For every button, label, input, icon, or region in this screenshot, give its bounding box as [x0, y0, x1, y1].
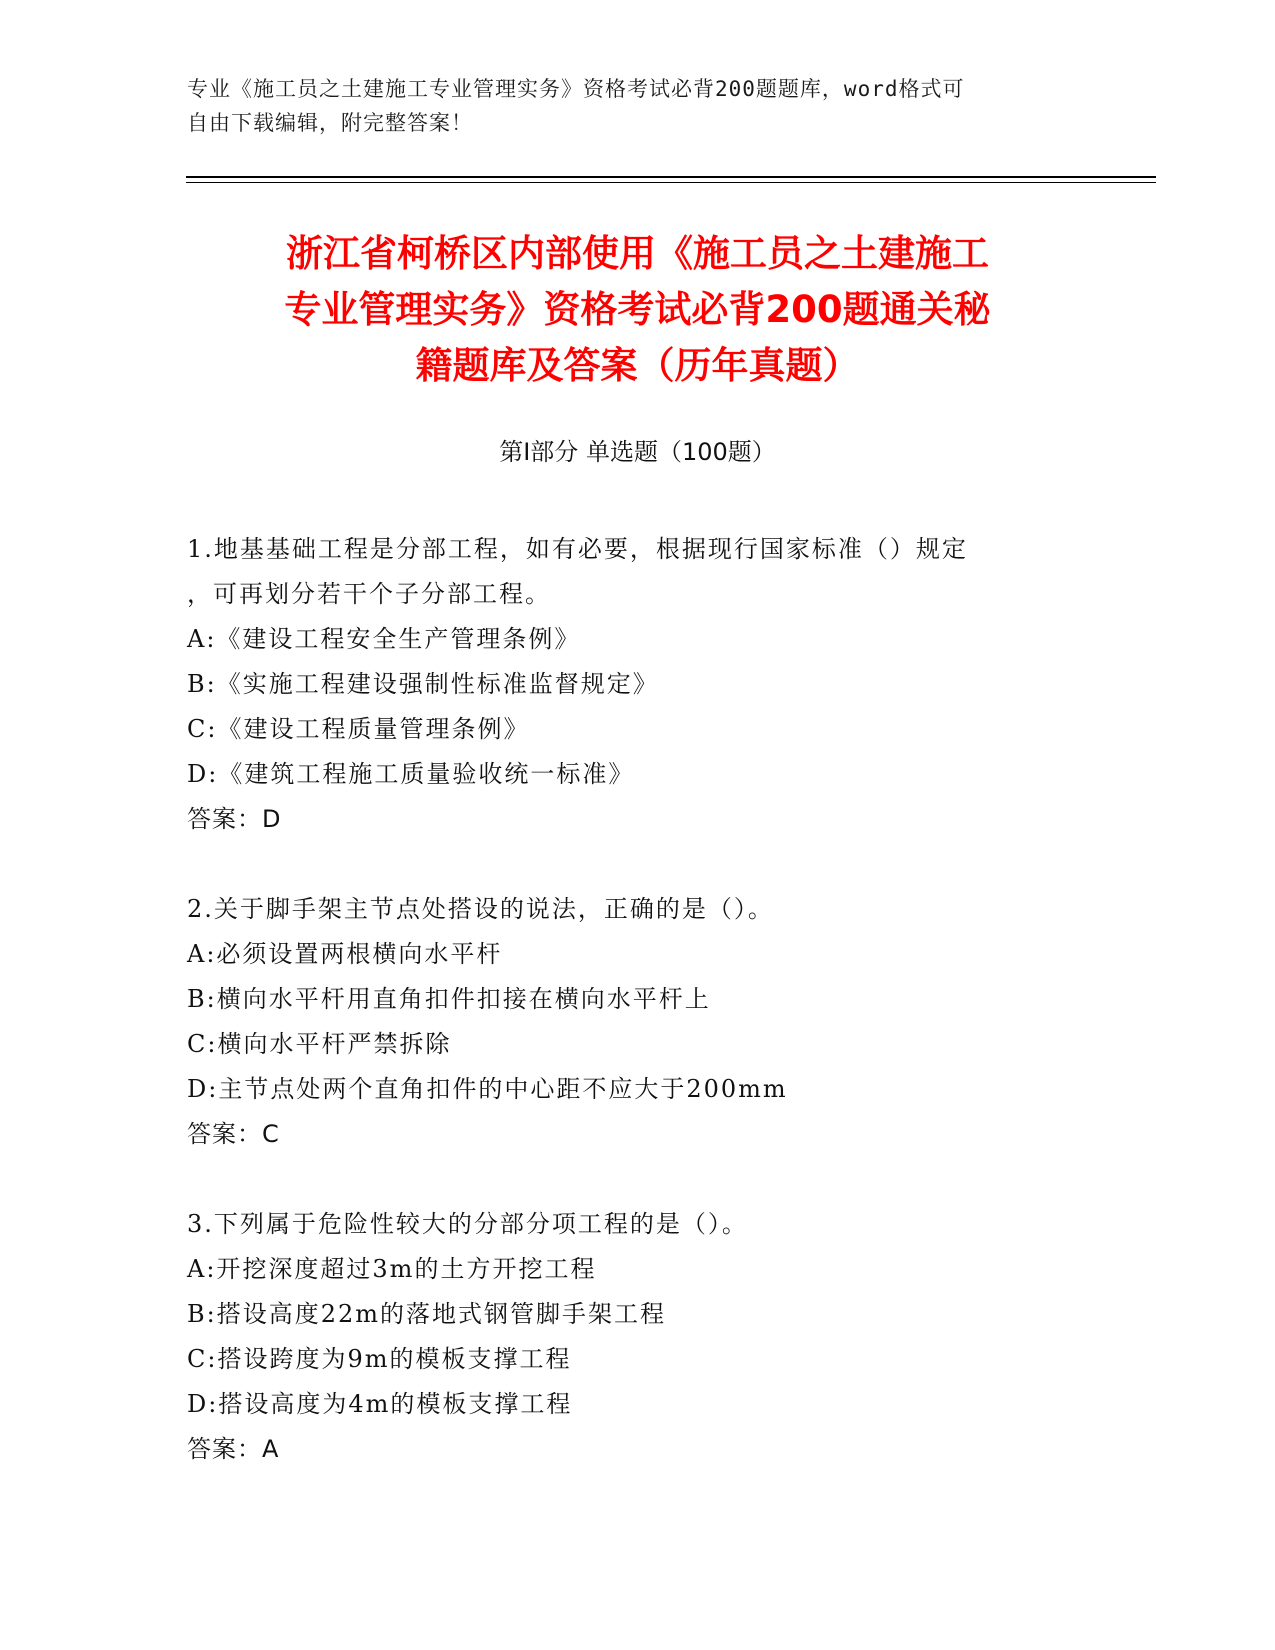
option-b: B:《实施工程建设强制性标准监督规定》 — [187, 670, 659, 698]
option-d: D:搭设高度为4m的模板支撑工程 — [187, 1390, 573, 1418]
header-note-line: 自由下载编辑，附完整答案！ — [187, 111, 473, 135]
option-d: D:《建筑工程施工质量验收统一标准》 — [187, 760, 635, 788]
question-stem: 2.关于脚手架主节点处搭设的说法，正确的是（）。 — [187, 895, 774, 923]
title-line: 浙江省柯桥区内部使用《施工员之土建施工 — [286, 232, 989, 275]
option-c: C:横向水平杆严禁拆除 — [187, 1030, 452, 1058]
question-stem: 3.下列属于危险性较大的分部分项工程的是（）。 — [187, 1210, 748, 1238]
header-note-line: 专业《施工员之土建施工专业管理实务》资格考试必背200题题库，word格式可 — [187, 77, 965, 101]
option-c: C:《建设工程质量管理条例》 — [187, 715, 530, 743]
section-heading: 第Ⅰ部分 单选题（100题） — [499, 438, 776, 466]
option-c: C:搭设跨度为9m的模板支撑工程 — [187, 1345, 572, 1373]
answer-label: 答案：D — [187, 805, 282, 833]
option-b: B:横向水平杆用直角扣件扣接在横向水平杆上 — [187, 985, 711, 1013]
option-a: A:《建设工程安全生产管理条例》 — [187, 625, 581, 653]
answer-label: 答案：C — [187, 1120, 280, 1148]
title-line: 专业管理实务》资格考试必背200题通关秘 — [284, 288, 991, 331]
question-list — [187, 527, 1117, 1517]
question-stem: ，可再划分若干个子分部工程。 — [187, 580, 551, 608]
option-a: A:必须设置两根横向水平杆 — [187, 940, 503, 968]
document-title — [150, 226, 1125, 394]
option-b: B:搭设高度22m的落地式钢管脚手架工程 — [187, 1300, 667, 1328]
answer-label: 答案：A — [187, 1435, 280, 1463]
question-stem: 1.地基基础工程是分部工程，如有必要，根据现行国家标准（）规定 — [187, 535, 968, 563]
header-divider-thin — [186, 182, 1156, 183]
question-item — [187, 527, 1117, 842]
question-item — [187, 1202, 1117, 1472]
question-item — [187, 887, 1117, 1157]
header-note — [187, 72, 1067, 140]
option-d: D:主节点处两个直角扣件的中心距不应大于200mm — [187, 1075, 788, 1103]
header-divider-thick — [186, 176, 1156, 178]
title-line: 籍题库及答案（历年真题） — [415, 344, 860, 387]
option-a: A:开挖深度超过3m的土方开挖工程 — [187, 1255, 597, 1283]
